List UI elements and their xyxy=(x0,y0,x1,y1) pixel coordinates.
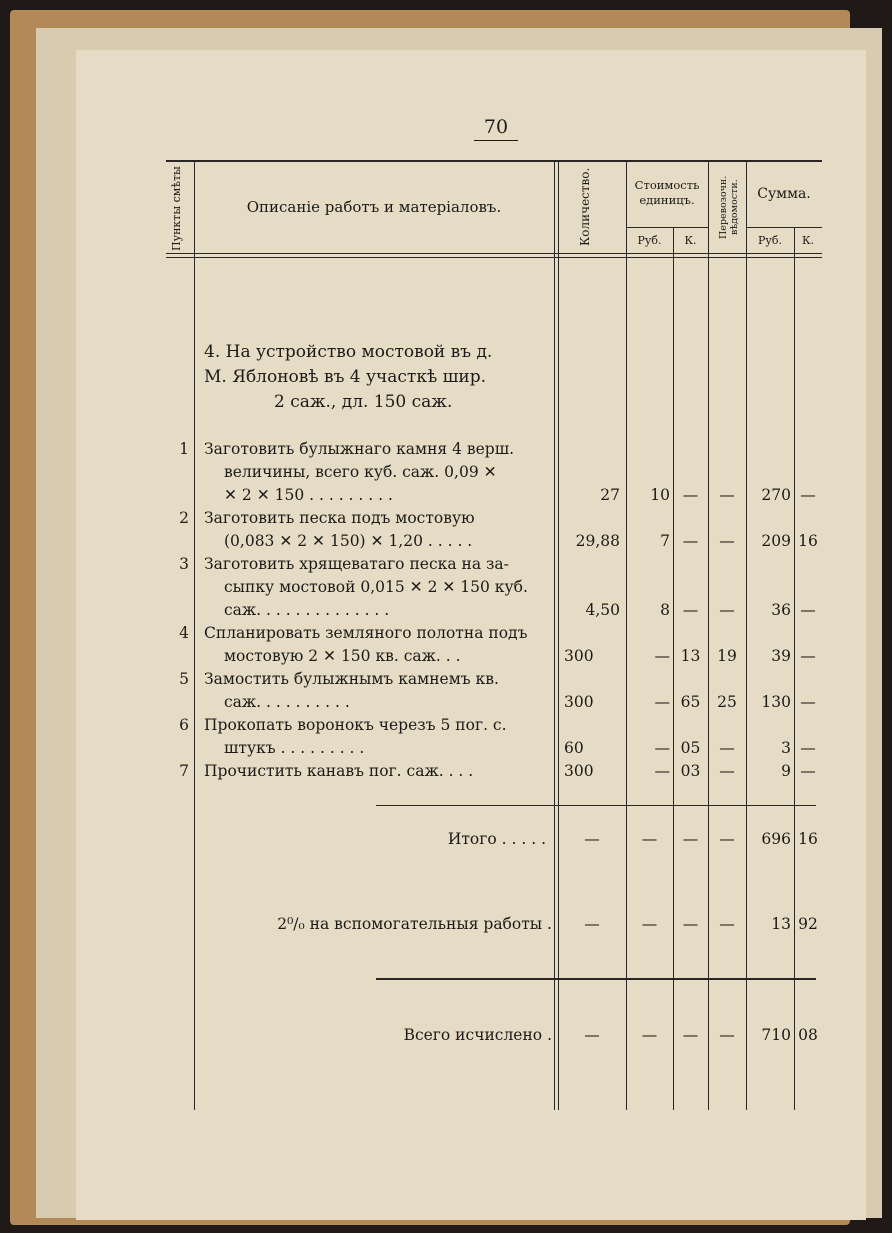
item-sum-kop: — xyxy=(800,647,816,665)
item-sum-kop: — xyxy=(800,739,816,757)
auxiliary-quantity: — xyxy=(584,915,600,933)
item-number: 4 xyxy=(179,624,189,642)
item-line: штукъ . . . . . . . . . xyxy=(224,739,365,757)
item-transport: — xyxy=(719,739,735,757)
item-transport: — xyxy=(719,532,735,550)
item-line: саж. . . . . . . . . . . . . . xyxy=(224,601,390,619)
item-line: Замостить булыжнымъ камнемъ кв. xyxy=(204,670,499,688)
item-line: Заготовить песка подъ мостовую xyxy=(204,509,475,527)
auxiliary-sum-rub: 13 xyxy=(771,915,791,933)
item-sum-kop: — xyxy=(800,486,816,504)
header-bottom-rule xyxy=(166,253,822,254)
item-sum-kop: — xyxy=(800,762,816,780)
item-sum-rub: 270 xyxy=(761,486,791,504)
col-rule-transport xyxy=(746,160,747,1110)
item-line: ✕ 2 ✕ 150 . . . . . . . . . xyxy=(224,486,393,504)
grand-total-unit-kop: — xyxy=(682,1026,699,1044)
item-unit-rub: 7 xyxy=(660,532,670,550)
auxiliary-unit-rub: — xyxy=(641,915,658,933)
auxiliary-unit-kop: — xyxy=(682,915,699,933)
grand-total-label: Всего исчислено . xyxy=(403,1026,552,1044)
item-unit-rub: 8 xyxy=(660,601,670,619)
item-transport: — xyxy=(719,601,735,619)
item-unit-rub: — xyxy=(654,762,670,780)
item-number: 5 xyxy=(179,670,189,688)
header-quantity: Количество. xyxy=(578,167,592,247)
item-unit-kop: 13 xyxy=(680,647,701,665)
table-top-rule xyxy=(166,160,822,162)
item-transport: — xyxy=(719,762,735,780)
item-unit-kop: 65 xyxy=(680,693,701,711)
item-sum-rub: 9 xyxy=(781,762,791,780)
grandtotal-rule xyxy=(376,978,816,980)
col-rule-punkt xyxy=(194,160,195,1110)
col-rule-desc-2 xyxy=(558,160,559,1110)
item-line: мостовую 2 ✕ 150 кв. саж. . . xyxy=(224,647,461,665)
section-title-line: 2 саж., дл. 150 саж. xyxy=(274,392,453,412)
header-unit-cost-kop: К. xyxy=(684,234,697,247)
item-sum-rub: 36 xyxy=(771,601,791,619)
item-quantity: 27 xyxy=(600,486,620,504)
item-quantity: 29,88 xyxy=(575,532,620,550)
total-transport: — xyxy=(719,830,735,848)
item-unit-rub: — xyxy=(654,739,670,757)
grand-total-unit-rub: — xyxy=(641,1026,658,1044)
header-sum: Сумма. xyxy=(757,186,811,202)
header-unit-cost-rub: Руб. xyxy=(637,234,662,247)
item-number: 3 xyxy=(179,555,189,573)
col-rule-unit-rub xyxy=(673,227,674,1110)
item-unit-kop: — xyxy=(682,601,699,619)
item-unit-kop: 03 xyxy=(680,762,701,780)
item-transport: 25 xyxy=(717,693,737,711)
header-transport: Перевозочн. вѣдомости. xyxy=(718,175,740,239)
item-unit-kop: 05 xyxy=(680,739,701,757)
item-sum-kop: — xyxy=(800,601,816,619)
item-quantity: 4,50 xyxy=(585,601,620,619)
item-line: Прокопать воронокъ черезъ 5 пог. с. xyxy=(204,716,507,734)
auxiliary-works-label: 2⁰/₀ на вспомогательныя работы . xyxy=(277,915,552,933)
grand-total-quantity: — xyxy=(584,1026,600,1044)
item-unit-rub: — xyxy=(654,693,670,711)
item-transport: 19 xyxy=(717,647,737,665)
item-unit-kop: — xyxy=(682,486,699,504)
total-unit-kop: — xyxy=(682,830,699,848)
item-line: Заготовить булыжнаго камня 4 верш. xyxy=(204,440,515,458)
header-bottom-rule-2 xyxy=(166,257,822,258)
section-title-line: 4. На устройство мостовой въ д. xyxy=(204,342,493,362)
auxiliary-sum-kop: 92 xyxy=(798,915,818,933)
unit-cost-split-rule xyxy=(626,227,708,228)
col-rule-desc xyxy=(554,160,555,1110)
item-sum-rub: 3 xyxy=(781,739,791,757)
estimate-table xyxy=(166,160,822,1110)
auxiliary-transport: — xyxy=(719,915,735,933)
total-unit-rub: — xyxy=(641,830,658,848)
section-title-line: М. Яблоновѣ въ 4 участкѣ шир. xyxy=(204,367,487,387)
item-sum-rub: 39 xyxy=(771,647,791,665)
total-label: Итого . . . . . xyxy=(447,830,546,848)
item-number: 7 xyxy=(179,762,189,780)
item-unit-kop: — xyxy=(682,532,699,550)
header-unit-cost: Стоимость единицъ. xyxy=(634,178,700,207)
grand-total-sum-rub: 710 xyxy=(761,1026,791,1044)
subtotal-rule xyxy=(376,805,816,806)
col-rule-unit xyxy=(708,160,709,1110)
header-punkt: Пункты смѣты xyxy=(170,166,183,252)
item-transport: — xyxy=(719,486,735,504)
page-number: 70 xyxy=(474,116,518,141)
item-line: Заготовить хрящеватаго песка на за- xyxy=(204,555,509,573)
col-rule-sum-rub xyxy=(794,227,795,1110)
header-sum-rub: Руб. xyxy=(758,234,782,247)
item-sum-rub: 209 xyxy=(761,532,791,550)
item-line: саж. . . . . . . . . . xyxy=(224,693,350,711)
item-line: Прочистить канавъ пог. саж. . . . xyxy=(204,762,474,780)
sum-split-rule xyxy=(746,227,822,228)
grand-total-sum-kop: 08 xyxy=(798,1026,818,1044)
item-number: 1 xyxy=(179,440,189,458)
item-quantity: 300 xyxy=(564,647,594,665)
item-number: 6 xyxy=(179,716,189,734)
grand-total-transport: — xyxy=(719,1026,735,1044)
total-quantity: — xyxy=(584,830,600,848)
total-sum-kop: 16 xyxy=(798,830,818,848)
item-number: 2 xyxy=(179,509,189,527)
header-description: Описаніе работъ и матеріаловъ. xyxy=(246,198,502,216)
item-line: (0,083 ✕ 2 ✕ 150) ✕ 1,20 . . . . . xyxy=(224,532,473,550)
item-line: сыпку мостовой 0,015 ✕ 2 ✕ 150 куб. xyxy=(224,578,528,596)
item-quantity: 60 xyxy=(564,739,584,757)
item-quantity: 300 xyxy=(564,762,594,780)
item-quantity: 300 xyxy=(564,693,594,711)
item-unit-rub: 10 xyxy=(650,486,670,504)
item-sum-kop: — xyxy=(800,693,816,711)
col-rule-qty xyxy=(626,160,627,1110)
item-line: Спланировать земляного полотна подъ xyxy=(204,624,528,642)
item-unit-rub: — xyxy=(654,647,670,665)
total-sum-rub: 696 xyxy=(761,830,791,848)
header-sum-kop: К. xyxy=(801,234,814,247)
item-sum-kop: 16 xyxy=(798,532,818,550)
item-line: величины, всего куб. саж. 0,09 ✕ xyxy=(224,463,497,481)
item-sum-rub: 130 xyxy=(761,693,791,711)
